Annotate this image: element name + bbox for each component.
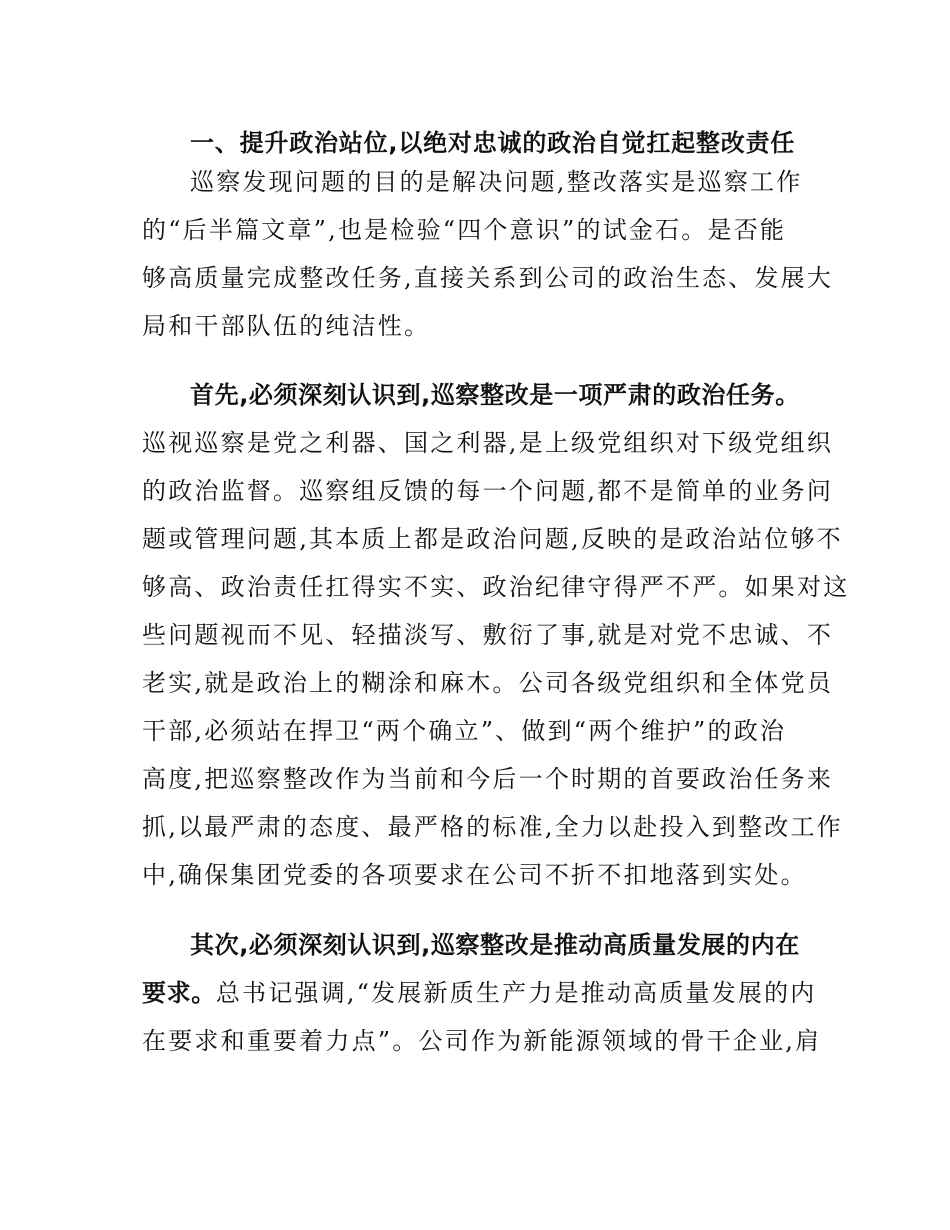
paragraph-1-line-4: 局和干部队伍的纯洁性。 bbox=[142, 312, 431, 340]
paragraph-1-line-2: 的“后半篇文章”,也是检验“四个意识”的试金石。是否能 bbox=[142, 216, 787, 244]
section-heading: 一、提升政治站位,以绝对忠诚的政治自觉扛起整改责任 bbox=[190, 129, 796, 157]
paragraph-3-line-2 bbox=[142, 973, 822, 1013]
paragraph-2-line-11: 中,确保集团党委的各项要求在公司不折不扣地落到实处。 bbox=[142, 861, 807, 889]
paragraph-1-line-3: 够高质量完成整改任务,直接关系到公司的政治生态、发展大 bbox=[142, 264, 834, 292]
paragraph-2-line-2: 巡视巡察是党之利器、国之利器,是上级党组织对下级党组织 bbox=[142, 429, 834, 457]
paragraph-2-line-3: 的政治监督。巡察组反馈的每一个问题,都不是简单的业务问 bbox=[142, 477, 834, 505]
paragraph-2-line-5: 够高、政治责任扛得实不实、政治纪律守得严不严。如果对这 bbox=[142, 573, 850, 601]
paragraph-2-line-4: 题或管理问题,其本质上都是政治问题,反映的是政治站位够不 bbox=[142, 525, 843, 553]
paragraph-2-line-10: 抓,以最严肃的态度、最严格的标准,全力以赴投入到整改工作 bbox=[142, 813, 843, 841]
paragraph-2-line-9: 高度,把巡察整改作为当前和今后一个时期的首要政治任务来 bbox=[142, 765, 834, 793]
paragraph-2-line-8: 干部,必须站在捍卫“两个确立”、做到“两个维护”的政治 bbox=[142, 717, 787, 745]
paragraph-2-line-7: 老实,就是政治上的糊涂和麻木。公司各级党组织和全体党员 bbox=[142, 669, 834, 697]
paragraph-1-line-1: 巡察发现问题的目的是解决问题,整改落实是巡察工作 bbox=[190, 168, 803, 196]
paragraph-3-line-3: 在要求和重要着力点”。公司作为新能源领域的骨干企业,肩 bbox=[142, 1027, 822, 1055]
paragraph-2-line-6: 些问题视而不见、轻描淡写、敷衍了事,就是对党不忠诚、不 bbox=[142, 621, 834, 649]
paragraph-3-lead-sentence: 其次,必须深刻认识到,巡察整改是推动高质量发展的内在 bbox=[190, 931, 800, 959]
paragraph-3-line-2-rest: 总书记强调,“发展新质生产力是推动高质量发展的内 bbox=[215, 979, 817, 1007]
paragraph-3-lead-end: 要求。 bbox=[142, 979, 216, 1007]
paragraph-2-lead-sentence: 首先,必须深刻认识到,巡察整改是一项严肃的政治任务。 bbox=[190, 381, 800, 409]
